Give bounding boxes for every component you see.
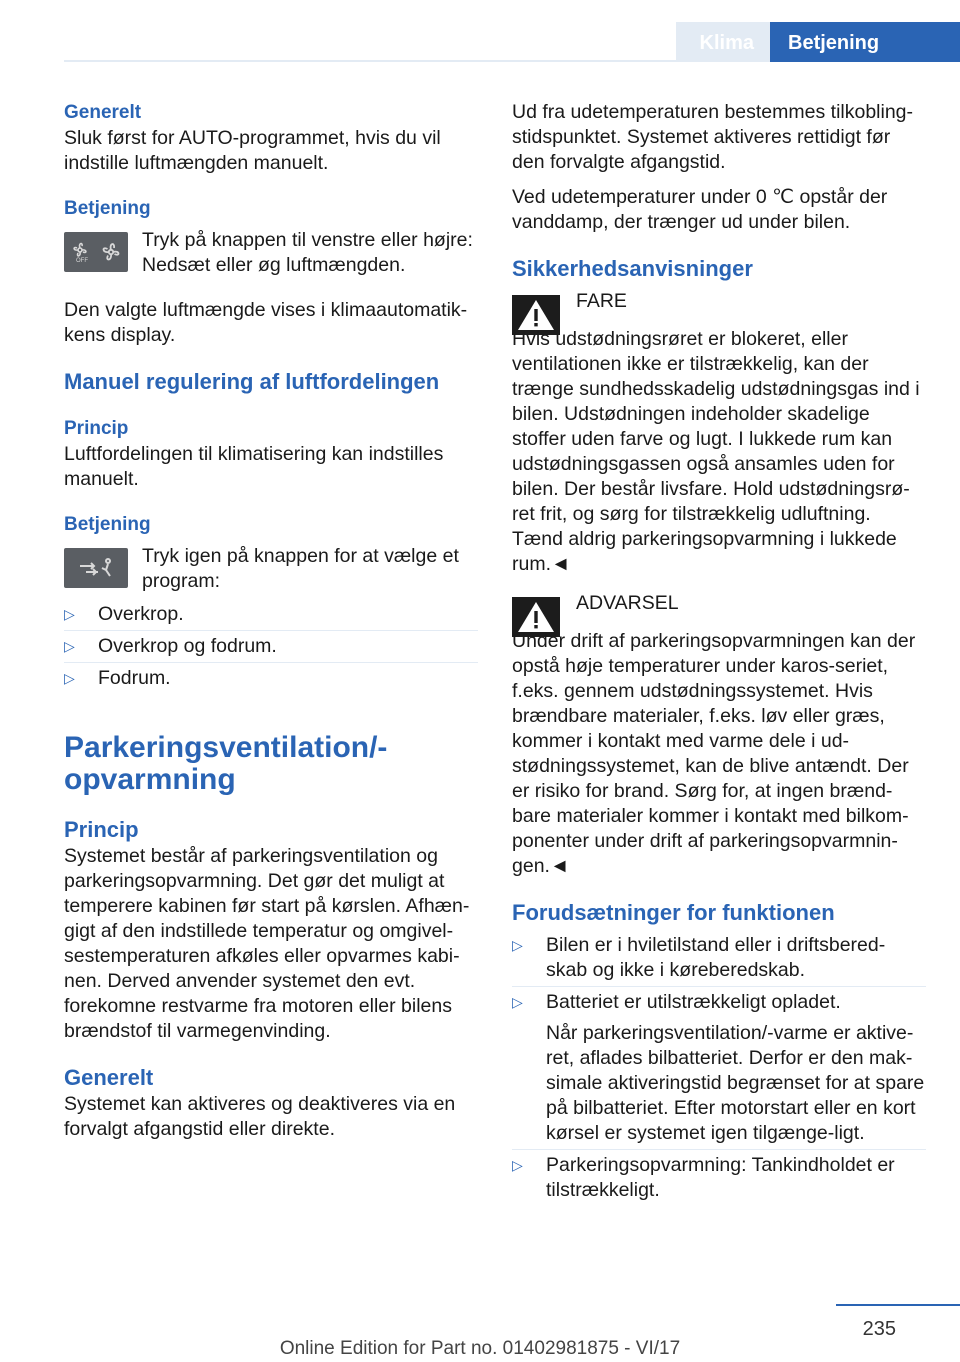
fan-button-icon [64, 232, 128, 272]
warning-label-fare: FARE [576, 290, 627, 312]
list-item: ▷ Parkeringsopvarmning: Tankindholdet er tilstrækkeligt. [512, 1154, 895, 1201]
list-item: ▷ Overkrop og fodrum. [64, 634, 478, 659]
right-column [512, 100, 926, 1210]
paragraph-generelt: Sluk først for AUTO-programmet, hvis du vil indstille luftmængden manuelt. [64, 127, 441, 174]
instruction-fan: Tryk på knappen til venstre eller højre: Nedsæt eller øg luftmængden. [142, 229, 473, 276]
instruction-airflow: Tryk igen på knappen for at vælge et program: [142, 545, 459, 592]
svg-text:OFF: OFF [76, 258, 88, 263]
list-item: ▷ Overkrop. [64, 602, 478, 627]
left-column [64, 100, 478, 1142]
warning-label-advarsel: ADVARSEL [576, 592, 679, 614]
instruction-row-2 [64, 544, 478, 594]
section-title: Parkeringsventilation/-opvarmning [64, 731, 388, 796]
list-item: ▷ Batteriet er utilstrækkeligt opladet. Når parkeringsventilation/-varme er aktive-ret, aflades bilbatteriet. Derfor er den mak-simale aktiveringstid begrænset for at spare på bilbatteriet. Efter motorstart eller en kort kørsel er systemet igen tilgænge-ligt. [512, 990, 926, 1146]
footer-rule [836, 1304, 960, 1306]
list-item: ▷ Fodrum. [64, 667, 171, 689]
header-tabs [676, 22, 960, 62]
heading-generelt: Generelt [64, 102, 142, 123]
air-distribution-icon [64, 548, 128, 588]
heading-manuel: Manuel regulering af luftfordelingen [64, 369, 440, 394]
paragraph-udetemp: Ud fra udetemperaturen bestemmes tilkobling-stidspunktet. Systemet aktiveres rettidigt før den forvalgte afgangstid. [512, 101, 914, 173]
heading-princip: Princip [64, 418, 129, 439]
paragraph-display: Den valgte luftmængde vises i klimaautomatik-kens display. [64, 299, 468, 346]
paragraph-princip-2: Systemet består af parkeringsventilation og parkeringsopvarmning. Det gør det muligt at temperere kabinen før start på kørslen. Afhæn-gigt af den indstillede temperatur og omgivel-sestemperaturen afkøles eller opvarmes kabi-nen. Derved anvender systemet den evt. forekomne restvarme fra motoren eller bilens brændstof til varmegenvinding. [64, 845, 470, 1042]
requirements-list [512, 933, 926, 1203]
tab-betjening[interactable]: Betjening [770, 22, 960, 62]
footer-edition: Online Edition for Part no. 01402981875 - VI/17 [279, 1338, 681, 1359]
program-list [64, 602, 478, 691]
tab-klima[interactable]: Klima [676, 22, 770, 62]
paragraph-princip: Luftfordelingen til klimatisering kan indstilles manuelt. [64, 443, 444, 490]
paragraph-generelt-2: Systemet kan aktiveres og deaktiveres via en forvalgt afgangstid eller direkte. [64, 1093, 456, 1140]
list-item-note: Når parkeringsventilation/-varme er aktive-ret, aflades bilbatteriet. Derfor er den mak-simale aktiveringstid begrænset for at spare på bilbatteriet. Efter motorstart eller en kort kørsel er systemet igen tilgænge-ligt. [546, 1022, 925, 1144]
warning-text-fare: Hvis udstødningsrøret er blokeret, eller ventilationen ikke er tilstrækkelig, kan der trænge sundhedsskadelig udstødningsgas ind i bilen. Udstødningen indeholder skadelige stoffer uden farve og lugt. I lukkede rum kan udstødningsgassen også ansamles uden for bilen. Der består livsfare. Hold udstødningsrø-ret frit, og sørg for tilstrækkelig udluftning. Tænd aldrig parkeringsopvarmning i lukkede rum.◄ [512, 328, 920, 575]
heading-betjening-2: Betjening [64, 514, 151, 535]
header-rule [64, 60, 736, 62]
page-number: 235 [862, 1318, 896, 1340]
heading-forudsaet: Forudsætninger for funktionen [512, 900, 835, 925]
paragraph-vanddamp: Ved udetemperaturer under 0 ℃ opstår der vanddamp, der trænger ud under bilen. [512, 186, 888, 233]
heading-princip-2: Princip [64, 817, 139, 842]
warning-text-advarsel: Under drift af parkeringsopvarmningen kan der opstå høje temperaturer under karos-seriet, f.eks. gennem udstødningssystemet. Hvis brændbare materialer, f.eks. løv eller græs, kommer i kontakt med varme dele i ud-stødningssystemet, kan de blive antændt. Der er risiko for brand. Sørg for, at ingen brænd-bare materialer kommer i kontakt med bilkom-ponenter under drift af parkeringsopvarmnin-gen.◄ [512, 630, 916, 877]
list-item: ▷ Bilen er i hviletilstand eller i driftsbered-skab og ikke i køreberedskab. [512, 933, 926, 983]
heading-sikkerhed: Sikkerhedsanvisninger [512, 256, 753, 281]
instruction-row [64, 228, 478, 278]
heading-generelt-2: Generelt [64, 1065, 154, 1090]
heading-betjening: Betjening [64, 198, 151, 219]
